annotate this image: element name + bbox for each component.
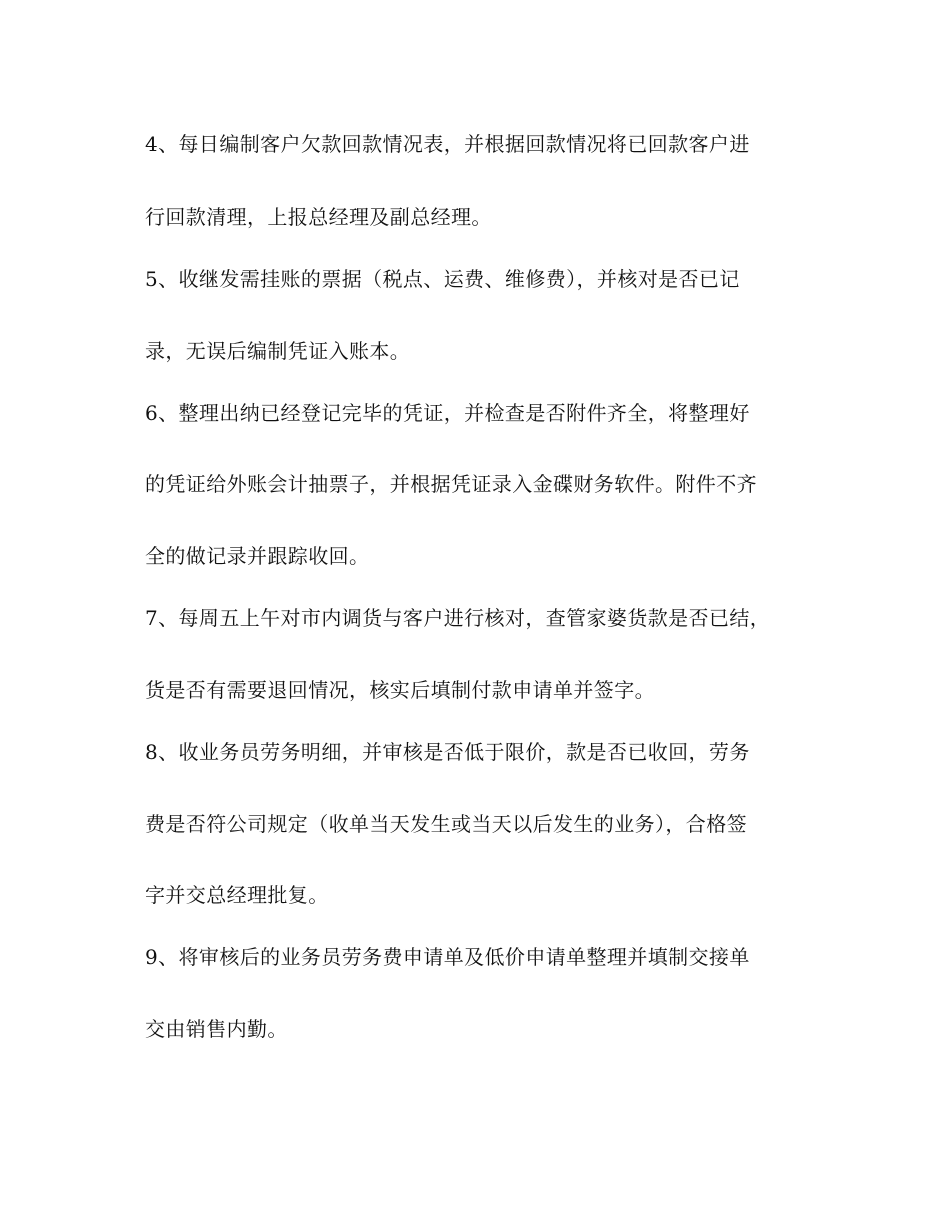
text-line: 8、收业务员劳务明细，并审核是否低于限价，款是否已收回，劳务 <box>145 740 750 764</box>
text-line: 的凭证给外账会计抽票子，并根据凭证录入金碟财务软件。附件不齐 <box>145 472 757 496</box>
text-line: 货是否有需要退回情况，核实后填制付款申请单并签字。 <box>145 678 655 702</box>
text-line: 4、每日编制客户欠款回款情况表，并根据回款情况将已回款客户进 <box>145 132 750 156</box>
text-line: 5、收继发需挂账的票据（税点、运费、维修费），并核对是否已记 <box>145 267 740 291</box>
text-line: 行回款清理，上报总经理及副总经理。 <box>145 205 492 229</box>
text-line: 录，无误后编制凭证入账本。 <box>145 339 411 363</box>
text-line: 字并交总经理批复。 <box>145 883 329 907</box>
text-line: 6、整理出纳已经登记完毕的凭证，并检查是否附件齐全，将整理好 <box>145 401 750 425</box>
text-line: 7、每周五上午对市内调货与客户进行核对，查管家婆货款是否已结， <box>145 606 771 630</box>
text-line: 交由销售内勤。 <box>145 1017 288 1041</box>
text-line: 9、将审核后的业务员劳务费申请单及低价申请单整理并填制交接单 <box>145 945 750 969</box>
text-line: 全的做记录并跟踪收回。 <box>145 544 370 568</box>
text-line: 费是否符公司规定（收单当天发生或当天以后发生的业务），合格签 <box>145 812 747 836</box>
